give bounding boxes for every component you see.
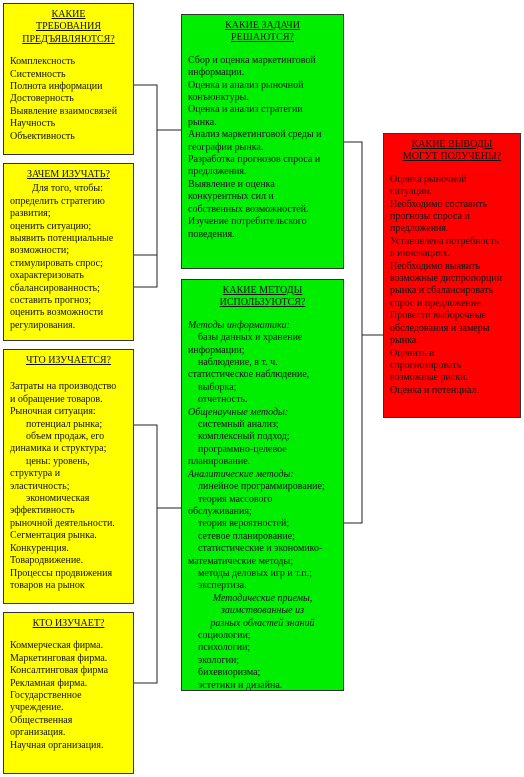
- method-line: экологии;: [198, 654, 240, 666]
- conclusion-line: возможные диспропорции: [390, 273, 503, 285]
- why-study-line: охарактеризовать: [10, 270, 84, 282]
- method-line: базы данных и хранение: [198, 332, 303, 344]
- what-is-studied-line: и обращение товаров.: [10, 393, 103, 405]
- method-line: теория массового: [198, 493, 273, 505]
- task-line: рынка.: [188, 116, 217, 128]
- requirement-item: Достоверность: [10, 93, 74, 105]
- why-study-line: сбалансированность;: [10, 282, 100, 294]
- who-studies-line: учреждение.: [10, 702, 64, 714]
- method-line: линейное программирование;: [198, 481, 325, 493]
- requirements-title-line-2: ТРЕБОВАНИЯ: [35, 21, 102, 33]
- method-line: бихевиоризма;: [198, 667, 261, 679]
- task-line: географии рынка.: [188, 141, 264, 153]
- conclusions-title-line-2: МОГУТ ПОЛУЧЕНЫ?: [402, 151, 502, 163]
- who-studies-line: Общественная: [10, 714, 73, 726]
- conclusion-line: обследования и замеры: [390, 322, 490, 334]
- conclusions-title-line-1: КАКИЕ ВЫВОДЫ: [411, 139, 493, 150]
- why-study-line: Для того, чтобы:: [32, 183, 103, 195]
- methods-box: [181, 279, 344, 691]
- what-is-studied-line: Процессы продвижения: [10, 567, 113, 579]
- conclusion-line: прогнозы спроса и: [390, 211, 470, 223]
- conclusion-line: рынка и сбалансировать: [390, 285, 494, 297]
- tasks-title: [188, 20, 337, 45]
- task-line: конкурентных сил и: [188, 191, 274, 203]
- what-is-studied-line: динамика и структура;: [10, 443, 107, 455]
- what-is-studied-line: эффективность: [10, 505, 75, 517]
- what-is-studied-line: структура и: [10, 468, 61, 480]
- requirement-item: Системность: [10, 68, 66, 80]
- method-line: статистическое наблюдение,: [188, 369, 310, 381]
- requirement-item: Научность: [10, 118, 56, 130]
- method-line: теория вероятностей;: [198, 518, 290, 530]
- method-line: наблюдение, в т. ч.: [198, 357, 278, 369]
- task-line: Анализ маркетинговой среды и: [188, 129, 322, 141]
- what-is-studied-line: Товародвижение.: [10, 555, 84, 567]
- method-line: математические методы;: [188, 555, 294, 567]
- method-line: сетевое планирование;: [198, 530, 295, 542]
- what-is-studied-box: [3, 349, 134, 604]
- requirement-item: Комплексность: [10, 56, 76, 68]
- who-studies-line: Коммерческая фирма.: [10, 640, 104, 652]
- who-studies-line: Маркетинговая фирма.: [10, 652, 108, 664]
- why-study-line: определить стратегию: [10, 195, 105, 207]
- what-is-studied-line: Конкуренция.: [10, 542, 69, 554]
- methods-group-heading: Методы информатики:: [188, 319, 290, 331]
- task-line: конъюнктуры.: [188, 92, 249, 104]
- conclusion-line: ситуации.: [390, 186, 432, 198]
- conclusion-line: предложения.: [390, 223, 449, 235]
- what-is-studied-line: рыночной деятельности.: [10, 517, 115, 529]
- method-line: системный анализ;: [198, 419, 279, 431]
- conclusion-line: спрос и предложение.: [390, 297, 484, 309]
- why-study-line: составить прогноз;: [10, 295, 92, 307]
- method-line: статистические и экономико-: [198, 543, 323, 555]
- connector-right: [344, 142, 383, 523]
- requirement-item: Полнота информации: [10, 81, 103, 93]
- task-line: Сбор и оценка маркетинговой: [188, 54, 316, 66]
- methods-title-line-1: КАКИЕ МЕТОДЫ: [222, 285, 303, 296]
- task-line: Выявление и оценка: [188, 178, 275, 190]
- what-is-studied-line: Затраты на производство: [10, 381, 117, 393]
- task-line: Оценка и анализ стратегии: [188, 104, 303, 116]
- what-is-studied-line: цены: уровень,: [26, 455, 90, 467]
- methods-group-heading: заимствованные из: [221, 605, 304, 617]
- requirements-title-line-1: КАКИЕ: [51, 9, 86, 20]
- who-studies-line: Рекламная фирма.: [10, 677, 88, 689]
- requirement-item: Выявление взаимосвязей: [10, 105, 118, 117]
- what-is-studied-line: Рыночная ситуация:: [10, 406, 96, 418]
- conclusion-line: Оценить и: [390, 347, 435, 359]
- conclusion-line: Провести выборочные: [390, 310, 487, 322]
- what-is-studied-line: объем продаж, его: [26, 431, 105, 443]
- task-line: собственных возможностей.: [188, 203, 309, 215]
- conclusion-line: Оценка рыночной: [390, 173, 467, 185]
- what-is-studied-line: Сегментация рынка.: [10, 530, 97, 542]
- method-line: комплексный подход;: [198, 431, 290, 443]
- what-is-studied-line: потенциал рынка;: [26, 418, 103, 430]
- method-line: методы деловых игр и т.п.;: [198, 567, 313, 579]
- methods-title: [188, 285, 337, 310]
- what-is-studied-line: товаров на рынок: [10, 579, 85, 591]
- conclusion-line: возможные риски.: [390, 372, 468, 384]
- why-study-line: возможности;: [10, 245, 69, 257]
- method-line: обслуживания;: [188, 505, 252, 517]
- conclusion-line: рынка.: [390, 335, 419, 347]
- why-study-line: развития;: [10, 208, 51, 220]
- who-studies-line: организация.: [10, 727, 66, 739]
- connector-left-upper: [134, 85, 181, 287]
- methods-title-line-2: ИСПОЛЬЗУЮТСЯ?: [219, 297, 306, 309]
- conclusions-box: [383, 133, 521, 418]
- methods-group-heading: Методические приемы,: [212, 592, 313, 604]
- why-study-line: стимулировать спрос;: [10, 257, 103, 269]
- conclusion-line: Необходимо выявить: [390, 260, 481, 272]
- requirements-title-line-3: ПРЕДЪЯВЛЯЮТСЯ?: [22, 33, 115, 45]
- tasks-title-line-1: КАКИЕ ЗАДАЧИ: [225, 20, 300, 31]
- why-study-line: оценить возможности: [10, 307, 104, 319]
- why-study-line: оценить ситуацию;: [10, 220, 92, 232]
- requirement-item: Объективность: [10, 130, 75, 142]
- conclusion-line: в инновациях.: [390, 248, 451, 260]
- method-line: отчетность.: [198, 394, 248, 406]
- conclusion-line: спрогнозировать: [390, 359, 462, 371]
- who-studies-title: КТО ИЗУЧАЕТ?: [32, 618, 105, 629]
- method-line: информации;: [188, 344, 245, 356]
- what-is-studied-line: экономическая: [26, 493, 90, 505]
- method-line: экспертиза.: [198, 580, 247, 592]
- what-is-studied-title: ЧТО ИЗУЧАЕТСЯ?: [26, 355, 111, 366]
- why-study-title: ЗАЧЕМ ИЗУЧАТЬ?: [27, 169, 110, 180]
- task-line: Изучение потребительского: [188, 216, 307, 228]
- why-study-line: выявить потенциальные: [10, 233, 114, 245]
- methods-group-heading: разных областей знаний: [210, 617, 315, 629]
- requirements-box: [3, 3, 134, 155]
- who-studies-line: Государственное: [10, 690, 82, 702]
- tasks-title-line-2: РЕШАЮТСЯ?: [231, 32, 294, 44]
- who-studies-box: [3, 612, 134, 774]
- method-line: социологии;: [198, 629, 251, 641]
- method-line: психологии;: [198, 642, 251, 654]
- conclusion-line: Установлена потребность: [390, 235, 500, 247]
- tasks-box: [181, 14, 344, 269]
- task-line: поведения.: [188, 228, 235, 240]
- who-studies-line: Научная организация.: [10, 739, 104, 751]
- method-line: программно-целевое: [198, 443, 287, 455]
- task-line: Разработка прогнозов спроса и: [188, 154, 321, 166]
- methods-group-heading: Общенаучные методы:: [188, 406, 289, 418]
- conclusion-line: Необходимо составить: [390, 198, 488, 210]
- why-study-line: регулирования.: [10, 319, 76, 331]
- requirements-title: [10, 9, 127, 46]
- why-study-box: [3, 163, 134, 341]
- method-line: планирование.: [188, 456, 251, 468]
- connector-left-lower: [134, 425, 181, 683]
- conclusion-line: Оценка и потенциал.: [390, 384, 479, 396]
- method-line: эстетики и дизайна.: [198, 679, 283, 691]
- what-is-studied-line: эластичность;: [10, 480, 70, 492]
- task-line: Оценка и анализ рыночной: [188, 79, 304, 91]
- conclusions-title: [390, 139, 514, 164]
- task-line: предложения.: [188, 166, 247, 178]
- method-line: выборка;: [198, 381, 237, 393]
- methods-group-heading: Аналитические методы:: [188, 468, 294, 480]
- task-line: информации.: [188, 67, 245, 79]
- who-studies-line: Консалтинговая фирма: [10, 665, 109, 677]
